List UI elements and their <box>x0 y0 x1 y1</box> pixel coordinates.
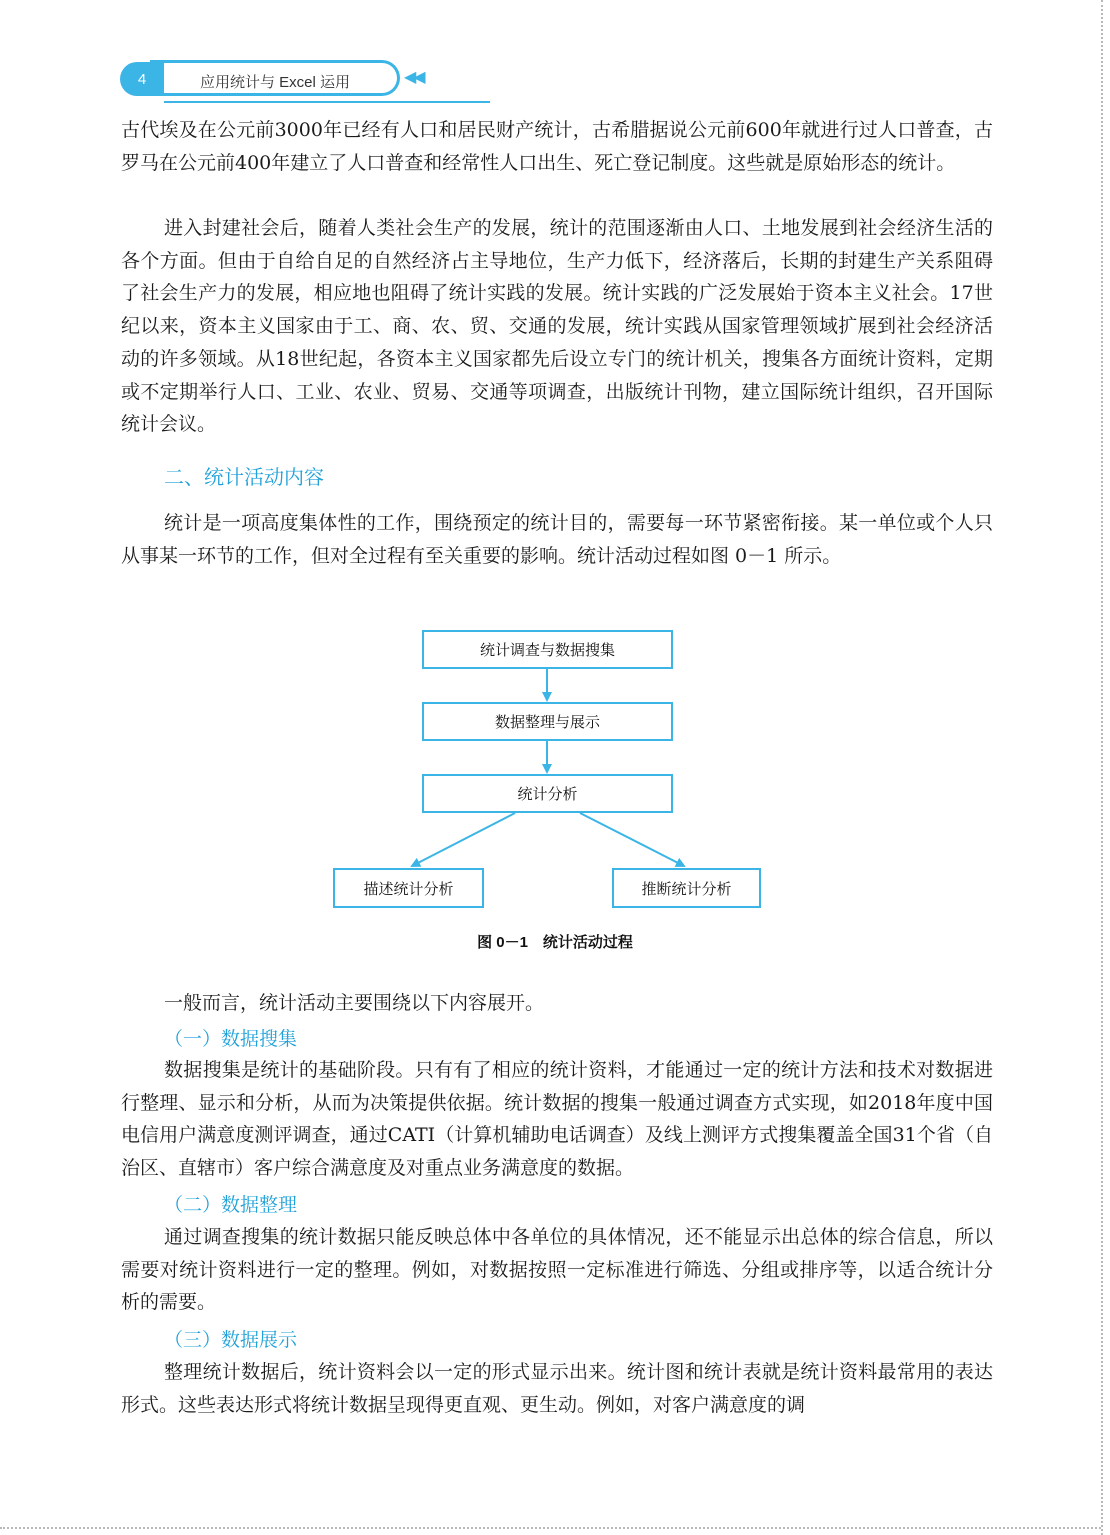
subsection-title-organizing: （二）数据整理 <box>164 1194 298 1216</box>
book-title: 应用统计与 Excel 运用 <box>200 74 351 91</box>
arrow-analysis-to-inferential <box>580 813 684 866</box>
page-number: 4 <box>120 62 164 96</box>
paragraph-data-display: 整理统计数据后，统计资料会以一定的形式显示出来。统计图和统计表就是统计资料最常用的表达形式。这些表达形式将统计数据呈现得更直观、更生动。例如，对客户满意度的调 <box>121 1361 993 1416</box>
double-arrow-left-icon: ◀◀ <box>404 67 423 86</box>
paragraph-data-organizing: 通过调查搜集的统计数据只能反映总体中各单位的具体情况，还不能显示出总体的综合信息，所以需要对统计资料进行一定的整理。例如，对数据按照一定标准进行筛选、分组或排序等，以适合统计分析的需要。 <box>121 1226 993 1314</box>
flow-box-inferential: 推断统计分析 <box>612 868 761 908</box>
figure-caption: 图 0－1 统计活动过程 <box>477 934 633 951</box>
paragraph-data-collection: 数据搜集是统计的基础阶段。只有有了相应的统计资料，才能通过一定的统计方法和技术对数据进行整理、显示和分析，从而为决策提供依据。统计数据的搜集一般通过调查方式实现，如2018年度中国电信用户满意度测评调查，通过CATI（计算机辅助电话调查）及线上测评方式搜集覆盖全国31个省（自治区、直辖市）客户综合满意度及对重点业务满意度的数据。 <box>121 1059 993 1180</box>
flow-box-analysis: 统计分析 <box>422 774 673 813</box>
arrow-analysis-to-descriptive <box>412 813 515 866</box>
flow-box-organize: 数据整理与展示 <box>422 702 673 741</box>
paragraph-ancient-statistics: 古代埃及在公元前3000年已经有人口和居民财产统计，古希腊据说公元前600年就进行过人口普查，古罗马在公元前400年建立了人口普查和经常性人口出生、死亡登记制度。这些就是原始形态的统计。 <box>121 119 993 174</box>
paragraph-collective-work: 统计是一项高度集体性的工作，围绕预定的统计目的，需要每一环节紧密衔接。某一单位或个人只从事某一环节的工作，但对全过程有至关重要的影响。统计活动过程如图 0－1 所示。 <box>121 512 993 567</box>
paragraph-feudal-society: 进入封建社会后，随着人类社会生产的发展，统计的范围逐渐由人口、土地发展到社会经济生活的各个方面。但由于自给自足的自然经济占主导地位，生产力低下，经济落后，长期的封建生产关系阻碍了社会生产力的发展，相应地也阻碍了统计实践的发展。统计实践的广泛发展始于资本主义社会。17世纪以来，资本主义国家由于工、商、农、贸、交通的发展，统计实践从国家管理领域扩展到社会经济活动的许多领域。从18世纪起，各资本主义国家都先后设立专门的统计机关，搜集各方面统计资料，定期或不定期举行人口、工业、农业、贸易、交通等项调查，出版统计刊物，建立国际统计组织，召开国际统计会议。 <box>121 217 993 436</box>
section-title-statistics-content: 二、统计活动内容 <box>164 467 324 489</box>
subsection-title-display: （三）数据展示 <box>164 1329 298 1351</box>
paragraph-intro-list: 一般而言，统计活动主要围绕以下内容展开。 <box>164 992 545 1014</box>
flow-box-descriptive: 描述统计分析 <box>333 868 484 908</box>
flow-box-collect: 统计调查与数据搜集 <box>422 630 673 669</box>
subsection-title-collection: （一）数据搜集 <box>164 1028 298 1050</box>
